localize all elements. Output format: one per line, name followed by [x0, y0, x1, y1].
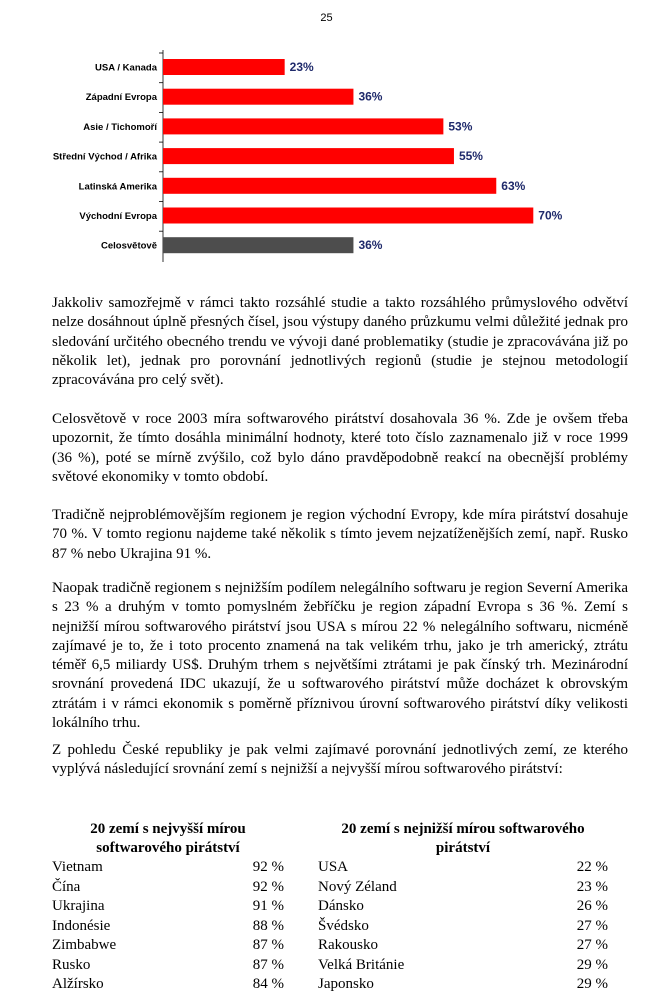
- highest-table-rows: [52, 858, 284, 995]
- paragraph-3: Tradičně nejproblémovějším regionem je region východní Evropy, kde míra pirátství dosahuje 70 %. V tomto regionu najdeme také několik s tímto jevem nejzatíženějších zemí, např. Rusko 87 % nebo Ukrajina 91 %.: [52, 507, 628, 562]
- bar: [163, 237, 353, 253]
- data-label: 36%: [358, 89, 383, 104]
- piracy-rate: 92 %: [252, 859, 284, 875]
- table-row: [318, 878, 608, 898]
- table-row: [318, 917, 608, 937]
- category-label: Východní Evropa: [79, 211, 157, 222]
- piracy-rate: 22 %: [576, 859, 608, 875]
- country-name: Japonsko: [318, 976, 374, 992]
- lowest-piracy-table: [318, 820, 608, 995]
- paragraph-2: Celosvětově v roce 2003 míra softwarového pirátství dosahovala 36 %. Zde je ovšem třeba upozornit, že tímto dosáhla minimální hodnoty, které toto číslo zaznamenalo již v roce 1999 (36 %), poté se mírně zvýšilo, což bylo dáno pravděpodobně reakcí na obecnější problémy světové ekonomiky v tomto období.: [52, 411, 628, 485]
- country-name: Velká Británie: [318, 956, 405, 973]
- piracy-rate: 27 %: [576, 937, 608, 953]
- piracy-rate-bar-chart: [0, 40, 653, 270]
- bar: [163, 59, 285, 75]
- category-label: Střední Východ / Afrika: [52, 151, 157, 163]
- piracy-rate: 92 %: [252, 878, 284, 895]
- piracy-rate: 27 %: [576, 917, 608, 934]
- table-row: [318, 858, 608, 878]
- bar: [163, 148, 454, 164]
- lowest-table-title: 20 zemí s nejnižší mírou softwarového pirátství: [341, 821, 585, 856]
- paragraph-1: Jakkoliv samozřejmě v rámci takto rozsáhlé studie a takto rozsáhlého průmyslového odvětví nelze dosáhnout úplně přesných čísel, jsou výstupy daného průzkumu velmi důležité jednak pro sledování určitého obecného trendu ve vývoji dané problematiky (studie je zpracovávána již po několik let), jednak pro porovnání jednotlivých regionů (studie je stejnou metodologií zpracovávána pro celý svět).: [52, 295, 628, 389]
- highest-piracy-table: [52, 820, 284, 995]
- piracy-rate: 26 %: [576, 898, 608, 914]
- bar: [163, 208, 533, 224]
- data-label: 63%: [501, 178, 526, 193]
- bar: [163, 89, 353, 105]
- lowest-table-rows: [318, 858, 608, 995]
- category-label: Západní Evropa: [85, 92, 157, 104]
- category-label: Celosvětově: [101, 240, 157, 252]
- table-row: [52, 936, 284, 956]
- country-name: Dánsko: [318, 898, 364, 914]
- table-row: [52, 917, 284, 937]
- table-row: [52, 956, 284, 976]
- country-name: Švédsko: [318, 917, 369, 934]
- data-label: 23%: [289, 60, 314, 74]
- bar: [163, 118, 443, 134]
- highest-table-title: 20 zemí s nejvyšší mírou softwarového pirátství: [90, 821, 246, 856]
- piracy-rate: 29 %: [576, 956, 608, 973]
- table-row: [318, 897, 608, 917]
- data-label: 70%: [538, 208, 563, 223]
- country-name: Rusko: [52, 956, 91, 973]
- country-name: Indonésie: [52, 917, 111, 934]
- table-row: [52, 858, 284, 878]
- table-row: [318, 956, 608, 976]
- category-label: Asie / Tichomoří: [83, 121, 157, 133]
- country-name: Nový Zéland: [318, 878, 397, 895]
- category-label: Latinská Amerika: [78, 181, 157, 193]
- piracy-rate: 84 %: [252, 976, 284, 992]
- table-row: [318, 936, 608, 956]
- table-row: [52, 897, 284, 917]
- paragraph-4: Naopak tradičně regionem s nejnižším podílem nelegálního softwaru je region Severní Amerika s 23 % a druhým v tomto pomyslném žebříčku je region západní Evropa s 36 %. Zemí s nejnižší mírou softwarového pirátství jsou USA s mírou 22 % nelegálního softwaru, nicméně zajímavé je to, že i toto procento znamená na tak velikém trhu, jako je trh americký, ztrátu téměř 6,5 miliardy US$. Druhým trhem s největšími ztrátami je pak čínský trh. Mezinárodní srovnání provedená IDC ukazují, že u softwarového pirátství může docházet k obrovským ztrátám i v rámci ekonomik s poměrně příznivou úrovní softwarového pirátství díky velikosti lokálního trhu.: [52, 580, 628, 732]
- table-row: [318, 975, 608, 995]
- piracy-rate: 87 %: [252, 937, 284, 953]
- bar: [163, 178, 496, 194]
- piracy-rate: 29 %: [576, 976, 608, 992]
- piracy-rate: 88 %: [252, 917, 284, 934]
- data-label: 53%: [448, 119, 473, 134]
- page-number: 25: [320, 12, 333, 24]
- country-name: Vietnam: [52, 859, 103, 875]
- country-name: Ukrajina: [52, 898, 105, 914]
- piracy-rate: 87 %: [252, 956, 284, 973]
- country-name: Rakousko: [318, 937, 378, 953]
- table-row: [52, 975, 284, 995]
- data-label: 55%: [458, 149, 483, 164]
- piracy-rate: 91 %: [252, 898, 284, 914]
- table-row: [52, 878, 284, 898]
- piracy-rate: 23 %: [576, 878, 608, 895]
- country-name: USA: [318, 859, 349, 875]
- paragraph-5: Z pohledu České republiky je pak velmi zajímavé porovnání jednotlivých zemí, ze kterého vyplývá následující srovnání zemí s nejnižší a nejvyšší mírou softwarového pirátství:: [52, 742, 628, 778]
- data-label: 36%: [358, 238, 383, 253]
- category-label: USA / Kanada: [95, 62, 157, 74]
- country-name: Zimbabwe: [52, 937, 117, 953]
- country-name: Alžírsko: [52, 976, 104, 992]
- country-name: Čína: [52, 878, 81, 895]
